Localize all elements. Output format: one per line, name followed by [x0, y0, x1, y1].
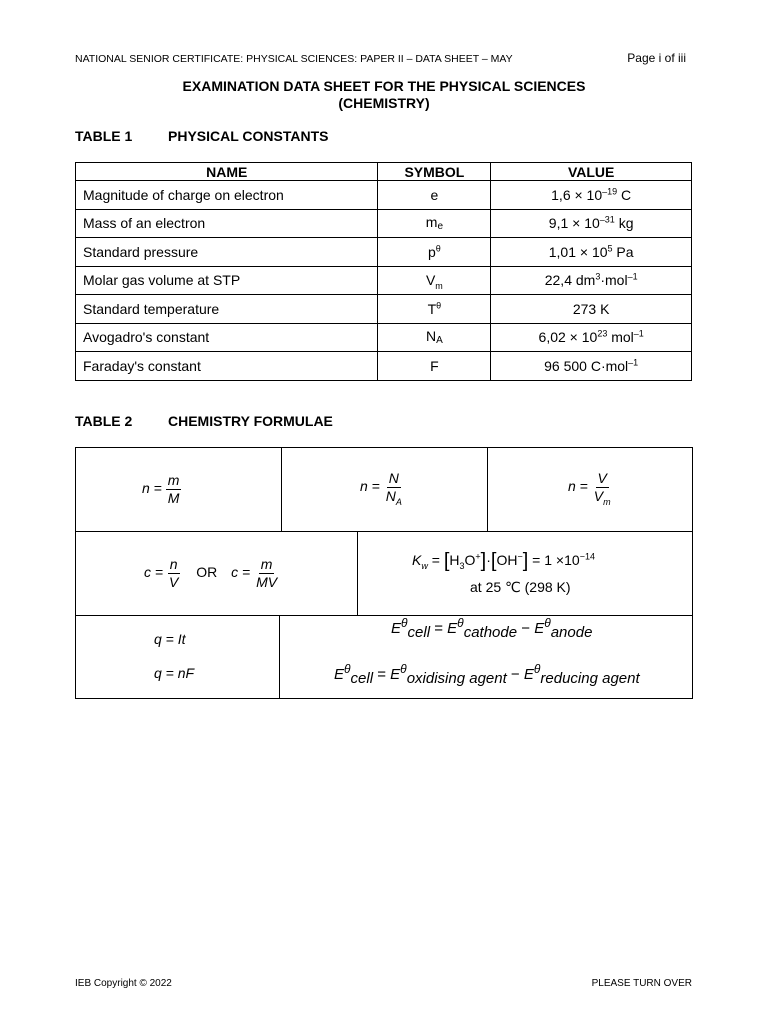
- formula-cell-moles-volume: n = $\frac{V}{V_m}$: [487, 448, 693, 531]
- table-row: [76, 181, 692, 210]
- constant-name: Molar gas volume at STP: [76, 266, 378, 295]
- constant-symbol: $V_m$: [378, 266, 491, 295]
- page-title: [0, 78, 768, 112]
- table-row: [76, 266, 692, 295]
- chemistry-formulae-table: [75, 447, 693, 699]
- table-row: [76, 323, 692, 352]
- header-symbol: SYMBOL: [378, 163, 491, 181]
- constant-name: Standard pressure: [76, 238, 378, 267]
- formula-row-3: [76, 616, 692, 698]
- table-row: [76, 209, 692, 238]
- constant-value: $1,01 \times 10^5$ Pa: [491, 238, 692, 267]
- constant-name: Mass of an electron: [76, 209, 378, 238]
- table1-label: [75, 128, 329, 144]
- emf-agent-formula: $E^\theta_{cell} = E^\theta_{oxidising agent} - E^\theta_{reducing agent}$: [334, 662, 640, 687]
- copyright-footer: IEB Copyright © 2022: [75, 978, 172, 989]
- charge-current-formula: q = It: [154, 631, 186, 647]
- constant-value: $9,1 \times 10^{-31}$ kg: [491, 209, 692, 238]
- constant-value: 22,4 $dm^3\cdot mol^{-1}$: [491, 266, 692, 295]
- constant-name: Faraday's constant: [76, 352, 378, 381]
- constant-name: Standard temperature: [76, 295, 378, 324]
- kw-condition: at 25 ℃ (298 K): [470, 579, 571, 595]
- header-left: NATIONAL SENIOR CERTIFICATE: PHYSICAL SCIENCES: PAPER II – DATA SHEET – MAY: [75, 53, 513, 65]
- formula-cell-kw: $K_w = [H_3O^+]\cdot[OH^-] = 1 \times 10^{-14}$ at 25 ℃ (298 K): [357, 532, 693, 615]
- header-name: NAME: [76, 163, 378, 181]
- table-row: [76, 352, 692, 381]
- table2-label: [75, 413, 333, 429]
- constant-value: $6,02 \times 10^{23}$ mol$^{-1}$: [491, 323, 692, 352]
- formula-cell-concentration: c = $\frac{n}{V}$ OR c = $\frac{m}{MV}$: [144, 556, 278, 590]
- table-row: [76, 295, 692, 324]
- constant-symbol: me: [378, 209, 491, 238]
- constant-value: 96 500 C·mol$^{-1}$: [491, 352, 692, 381]
- formula-cell-emf: [279, 616, 693, 698]
- title-line-1: EXAMINATION DATA SHEET FOR THE PHYSICAL SCIENCES: [182, 78, 586, 94]
- constant-value: 273 K: [491, 295, 692, 324]
- formula-cell-moles-mass: n = $\frac{m}{M}$: [142, 472, 180, 506]
- table1-header-row: [76, 163, 692, 181]
- constant-symbol: F: [378, 352, 491, 381]
- table1-name: PHYSICAL CONSTANTS: [168, 128, 329, 144]
- charge-faraday-formula: q = nF: [154, 665, 195, 681]
- table2-name: CHEMISTRY FORMULAE: [168, 413, 333, 429]
- emf-electrode-formula: $E^\theta_{cell} = E^\theta_{cathode} - E^\theta_{anode}$: [391, 616, 593, 641]
- constant-name: Magnitude of charge on electron: [76, 181, 378, 210]
- header-value: VALUE: [491, 163, 692, 181]
- title-line-2: (CHEMISTRY): [338, 95, 430, 111]
- table1-number: TABLE 1: [75, 128, 133, 144]
- constant-name: Avogadro's constant: [76, 323, 378, 352]
- table2-number: TABLE 2: [75, 413, 133, 429]
- formula-cell-moles-particles: n = $\frac{N}{N_A}$: [281, 448, 487, 531]
- physical-constants-table: [75, 162, 692, 381]
- formula-row-2: [76, 532, 692, 616]
- constant-symbol: $T^\theta$: [378, 295, 491, 324]
- constant-symbol: e: [378, 181, 491, 210]
- turn-over-footer: PLEASE TURN OVER: [591, 978, 692, 989]
- constant-value: $1,6 \times 10^{-19}$ C: [491, 181, 692, 210]
- formula-cell-charge: [76, 616, 279, 698]
- formula-row-1: [76, 448, 692, 532]
- constant-symbol: NA: [378, 323, 491, 352]
- table-row: [76, 238, 692, 267]
- page-number: Page i of iii: [627, 51, 686, 65]
- constant-symbol: $p^\theta$: [378, 238, 491, 267]
